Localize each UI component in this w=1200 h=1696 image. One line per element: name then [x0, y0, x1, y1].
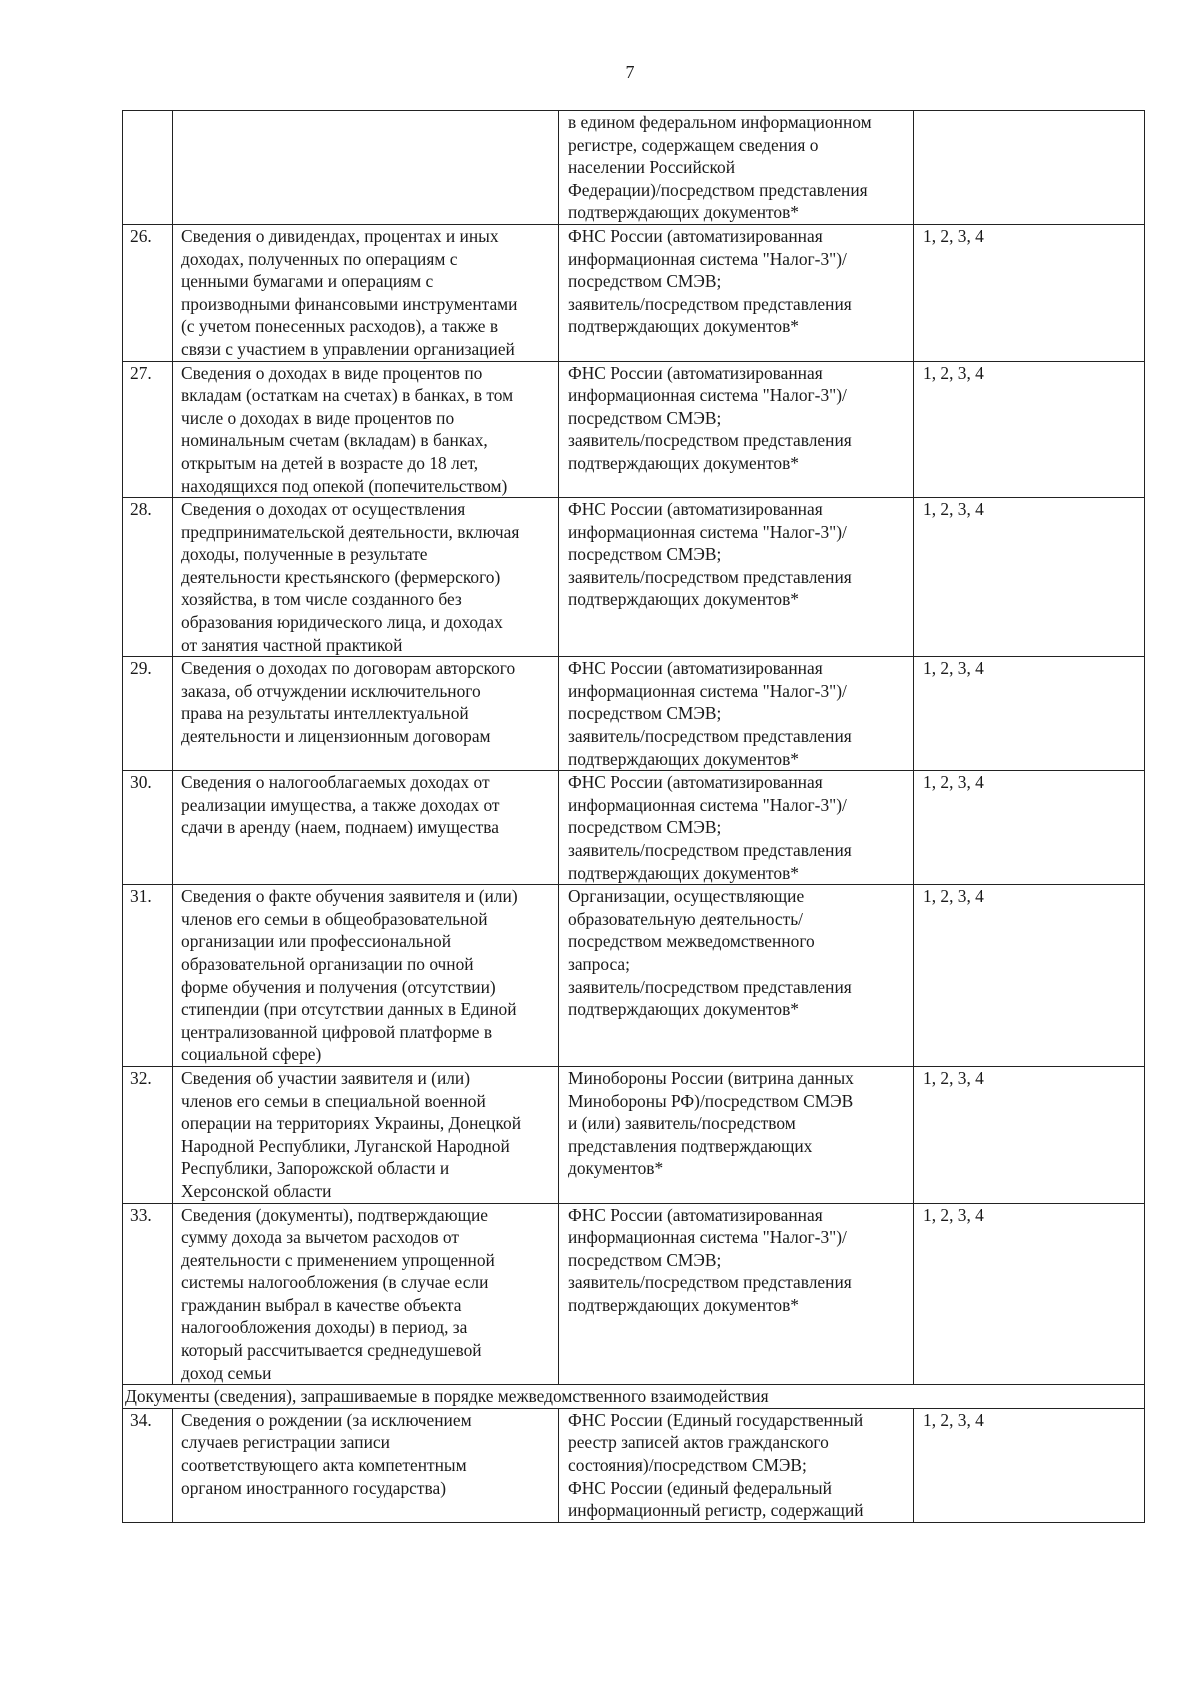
- row-regions-text: 1, 2, 3, 4: [923, 1204, 984, 1225]
- page-number: 7: [625, 62, 635, 82]
- table-row: [123, 657, 1145, 771]
- row-number-text: 32.: [130, 1067, 152, 1088]
- table-row: [123, 1408, 1145, 1522]
- row-number-text: 29.: [130, 658, 152, 679]
- row-number-text: 27.: [130, 362, 152, 383]
- row-source-text: ФНС России (Единый государственный реестр записей актов гражданского состояния)/посредством СМЭВ; ФНС России (единый федеральный информационный регистр, содержащий: [568, 1409, 864, 1521]
- row-source-text: ФНС России (автоматизированная информационная система "Налог-3")/ посредством СМЭВ; заявитель/посредством представления подтверждающих документов*: [568, 658, 852, 769]
- row-regions: [914, 224, 1145, 361]
- row-regions: [914, 1066, 1145, 1203]
- row-regions-text: 1, 2, 3, 4: [923, 225, 984, 246]
- table-row: [123, 771, 1145, 885]
- table-row: [123, 1066, 1145, 1203]
- row-number-text: 30.: [130, 772, 152, 793]
- row-regions-text: 1, 2, 3, 4: [923, 1409, 984, 1430]
- row-regions: [914, 111, 1145, 225]
- row-source-text: ФНС России (автоматизированная информационная система "Налог-3")/ посредством СМЭВ; заявитель/посредством представления подтверждающих документов*: [568, 1204, 852, 1315]
- table-row: [123, 224, 1145, 361]
- row-regions-text: 1, 2, 3, 4: [923, 886, 984, 907]
- row-number-text: 28.: [130, 499, 152, 520]
- row-source-text: Минобороны России (витрина данных Минобороны РФ)/посредством СМЭВ и (или) заявитель/посредством представления подтверждающих документов*: [568, 1067, 854, 1179]
- row-regions-text: 1, 2, 3, 4: [923, 499, 984, 520]
- row-regions: [914, 771, 1145, 885]
- row-info-text: Сведения о доходах по договорам авторского заказа, об отчуждении исключительного права на результаты интеллектуальной деятельности и лицензионным договорам: [181, 658, 516, 747]
- row-regions: [914, 885, 1145, 1067]
- table-body-top: [123, 111, 1145, 1385]
- row-info-text: Сведения о факте обучения заявителя и (или) членов его семьи в общеобразовательной организации или профессиональной образовательной организации по очной форме обучения и получения (отсутствии) стипендии (при отсутствии данных в Единой централизованной цифровой платформе в социальной сфере): [181, 886, 518, 1065]
- row-source: [559, 1066, 914, 1203]
- document-table: [122, 110, 1145, 1523]
- row-source-text: в едином федеральном информационном регистре, содержащем сведения о населении Российской Федерации)/посредством представления подтверждающих документов*: [568, 112, 872, 223]
- row-info-text: Сведения об участии заявителя и (или) членов его семьи в специальной военной операции на территориях Украины, Донецкой Народной Республики, Луганской Народной Республики, Запорожской области и Херсонской области: [181, 1067, 521, 1201]
- row-regions: [914, 1203, 1145, 1385]
- row-regions: [914, 1408, 1145, 1522]
- row-number-text: 26.: [130, 225, 152, 246]
- row-info: [173, 1203, 559, 1385]
- row-info: [173, 111, 559, 225]
- section-header-row: [123, 1385, 1145, 1409]
- row-source: [559, 1203, 914, 1385]
- table-row: [123, 885, 1145, 1067]
- row-number-text: 33.: [130, 1204, 152, 1225]
- row-source-text: Организации, осуществляющие образовательную деятельность/ посредством межведомственного запроса; заявитель/посредством представления подтверждающих документов*: [568, 886, 852, 1020]
- row-info: [173, 361, 559, 498]
- row-source-text: ФНС России (автоматизированная информационная система "Налог-3")/ посредством СМЭВ; заявитель/посредством представления подтверждающих документов*: [568, 362, 852, 473]
- row-info: [173, 1066, 559, 1203]
- table-row: [123, 1203, 1145, 1385]
- row-source: [559, 1408, 914, 1522]
- row-regions: [914, 361, 1145, 498]
- table-body-bottom: [123, 1408, 1145, 1522]
- row-source: [559, 885, 914, 1067]
- row-number-text: 31.: [130, 886, 152, 907]
- table-row: [123, 361, 1145, 498]
- row-info-text: Сведения о налогооблагаемых доходах от реализации имущества, а также доходах от сдачи в аренду (наем, поднаем) имущества: [181, 772, 500, 838]
- row-info-text: Сведения о доходах от осуществления предпринимательской деятельности, включая доходы, полученные в результате деятельности крестьянского (фермерского) хозяйства, в том числе созданного без образования юридического лица, и доходах от занятия частной практикой: [181, 499, 520, 655]
- row-number: [123, 771, 173, 885]
- row-source: [559, 361, 914, 498]
- row-info: [173, 771, 559, 885]
- row-regions-text: 1, 2, 3, 4: [923, 772, 984, 793]
- row-info-text: Сведения о доходах в виде процентов по вкладам (остаткам на счетах) в банках, в том числе о доходах в виде процентов по номинальным счетам (вкладам) в банках, открытым на детей в возрасте до 18 лет, находящихся под опекой (попечительством): [181, 362, 514, 496]
- row-source: [559, 498, 914, 657]
- row-number: [123, 361, 173, 498]
- row-info-text: Сведения (документы), подтверждающие сумму дохода за вычетом расходов от деятельности с применением упрощенной системы налогообложения (в случае если гражданин выбрал в качестве объекта налогообложения доходы) в период, за который рассчитывается среднедушевой доход семьи: [181, 1204, 495, 1383]
- row-source: [559, 771, 914, 885]
- table-section: [123, 1385, 1145, 1409]
- table-row: [123, 111, 1145, 225]
- row-regions: [914, 498, 1145, 657]
- row-source-text: ФНС России (автоматизированная информационная система "Налог-3")/ посредством СМЭВ; заявитель/посредством представления подтверждающих документов*: [568, 499, 852, 610]
- section-header: Документы (сведения), запрашиваемые в порядке межведомственного взаимодействия: [123, 1385, 1145, 1409]
- row-info: [173, 1408, 559, 1522]
- row-number: [123, 498, 173, 657]
- row-regions-text: 1, 2, 3, 4: [923, 362, 984, 383]
- row-number: [123, 224, 173, 361]
- row-number: [123, 1066, 173, 1203]
- row-number: [123, 657, 173, 771]
- row-regions: [914, 657, 1145, 771]
- row-number-text: 34.: [130, 1409, 152, 1430]
- row-info: [173, 498, 559, 657]
- row-source: [559, 657, 914, 771]
- row-regions-text: 1, 2, 3, 4: [923, 658, 984, 679]
- row-source: [559, 224, 914, 361]
- table-row: [123, 498, 1145, 657]
- row-info: [173, 885, 559, 1067]
- row-regions-text: 1, 2, 3, 4: [923, 1067, 984, 1088]
- row-info-text: Сведения о рождении (за исключением случаев регистрации записи соответствующего акта компетентным органом иностранного государства): [181, 1409, 472, 1498]
- row-number: [123, 1203, 173, 1385]
- row-info: [173, 657, 559, 771]
- row-info: [173, 224, 559, 361]
- row-number: [123, 885, 173, 1067]
- row-source-text: ФНС России (автоматизированная информационная система "Налог-3")/ посредством СМЭВ; заявитель/посредством представления подтверждающих документов*: [568, 225, 852, 337]
- row-number: [123, 111, 173, 225]
- row-number: [123, 1408, 173, 1522]
- row-source: [559, 111, 914, 225]
- row-source-text: ФНС России (автоматизированная информационная система "Налог-3")/ посредством СМЭВ; заявитель/посредством представления подтверждающих документов*: [568, 772, 852, 883]
- row-info-text: Сведения о дивидендах, процентах и иных доходах, полученных по операциям с ценными бумагами и операциям с производными финансовыми инструментами (с учетом понесенных расходов), а также в связи с участием в управлении организацией: [181, 225, 518, 359]
